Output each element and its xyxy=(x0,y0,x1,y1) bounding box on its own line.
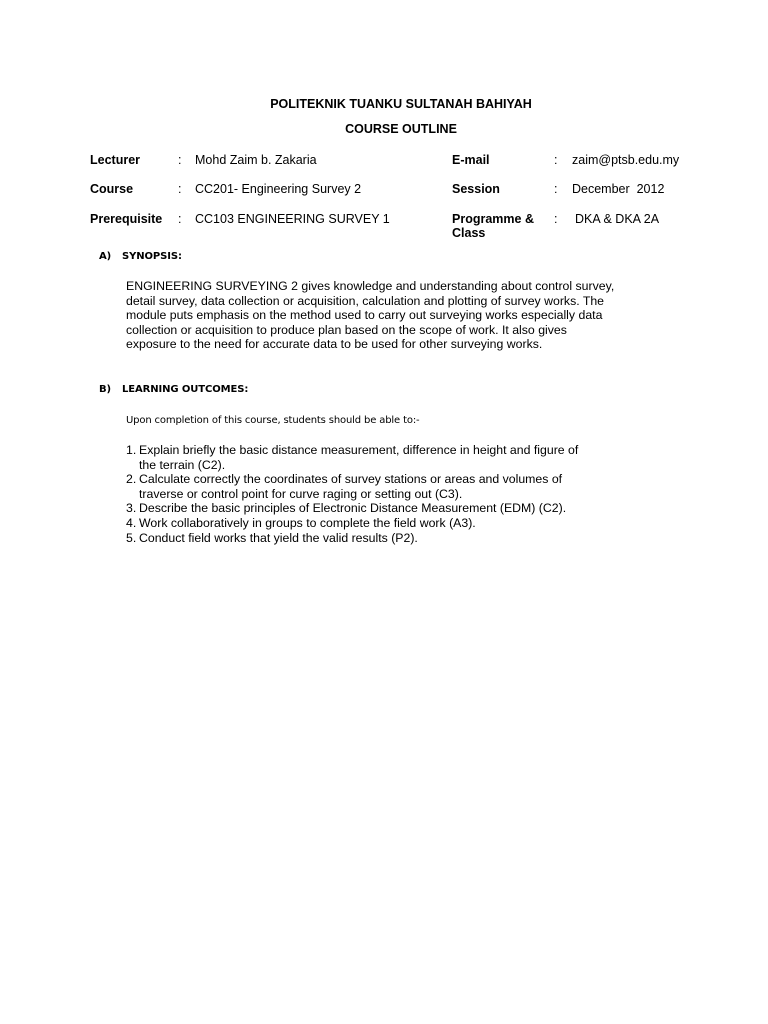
synopsis-heading xyxy=(99,251,182,262)
list-item-number: 2. xyxy=(126,472,137,487)
list-item xyxy=(126,531,596,546)
email-colon: : xyxy=(554,153,558,167)
list-item-text: Explain briefly the basic distance measurement, difference in height and figure of the terrain (C2). xyxy=(139,443,579,472)
prerequisite-label: Prerequisite xyxy=(90,212,163,226)
email-label: E-mail xyxy=(452,153,490,167)
list-item-text: Work collaboratively in groups to complete the field work (A3). xyxy=(139,515,476,530)
list-item-text: Describe the basic principles of Electronic Distance Measurement (EDM) (C2). xyxy=(139,501,567,516)
synopsis-text: ENGINEERING SURVEYING 2 gives knowledge and understanding about control survey, detail survey, data collection or acquisition, calculation and plotting of survey works. The module puts emphasis on the method used to carry out surveying works especially data collection or acquisition to produce plan based on the scope of work. It also gives exposure to the need for accurate data to be used for other surveying works. xyxy=(126,279,615,352)
list-item xyxy=(126,501,596,516)
synopsis-letter: A) xyxy=(99,251,112,262)
lecturer-value: Mohd Zaim b. Zakaria xyxy=(195,153,317,167)
list-item-text: Conduct field works that yield the valid results (P2). xyxy=(139,530,418,545)
lecturer-label: Lecturer xyxy=(90,153,141,167)
prerequisite-value: CC103 ENGINEERING SURVEY 1 xyxy=(195,212,390,226)
programme-label-line1: Programme & xyxy=(452,212,534,226)
learning-outcomes-heading-text: LEARNING OUTCOMES: xyxy=(122,384,249,395)
list-item xyxy=(126,443,596,472)
programme-label-line2: Class xyxy=(452,226,486,240)
list-item-number: 5. xyxy=(126,530,137,545)
document-title: COURSE OUTLINE xyxy=(345,122,457,136)
email-value: zaim@ptsb.edu.my xyxy=(572,153,680,167)
learning-outcomes-list xyxy=(126,443,596,545)
list-item-text: Calculate correctly the coordinates of survey stations or areas and volumes of traverse or control point for curve raging or setting out (C3). xyxy=(139,472,563,501)
session-value: December 2012 xyxy=(572,182,665,196)
list-item xyxy=(126,516,596,531)
course-colon: : xyxy=(178,182,182,196)
programme-colon: : xyxy=(554,212,558,226)
programme-value: DKA & DKA 2A xyxy=(575,212,660,226)
list-item-number: 3. xyxy=(126,501,137,516)
learning-outcomes-letter: B) xyxy=(99,384,111,395)
session-label: Session xyxy=(452,182,500,196)
learning-outcomes-heading xyxy=(99,384,248,395)
institution-name: POLITEKNIK TUANKU SULTANAH BAHIYAH xyxy=(270,97,532,111)
list-item-number: 1. xyxy=(126,443,137,457)
session-colon: : xyxy=(554,182,558,196)
list-item xyxy=(126,472,596,501)
course-label: Course xyxy=(90,182,134,196)
learning-outcomes-intro: Upon completion of this course, students should be able to:- xyxy=(126,415,420,426)
lecturer-colon: : xyxy=(178,153,182,167)
prerequisite-colon: : xyxy=(178,212,182,226)
synopsis-heading-text: SYNOPSIS: xyxy=(122,251,182,262)
course-value: CC201- Engineering Survey 2 xyxy=(195,182,362,196)
list-item-number: 4. xyxy=(126,515,137,530)
